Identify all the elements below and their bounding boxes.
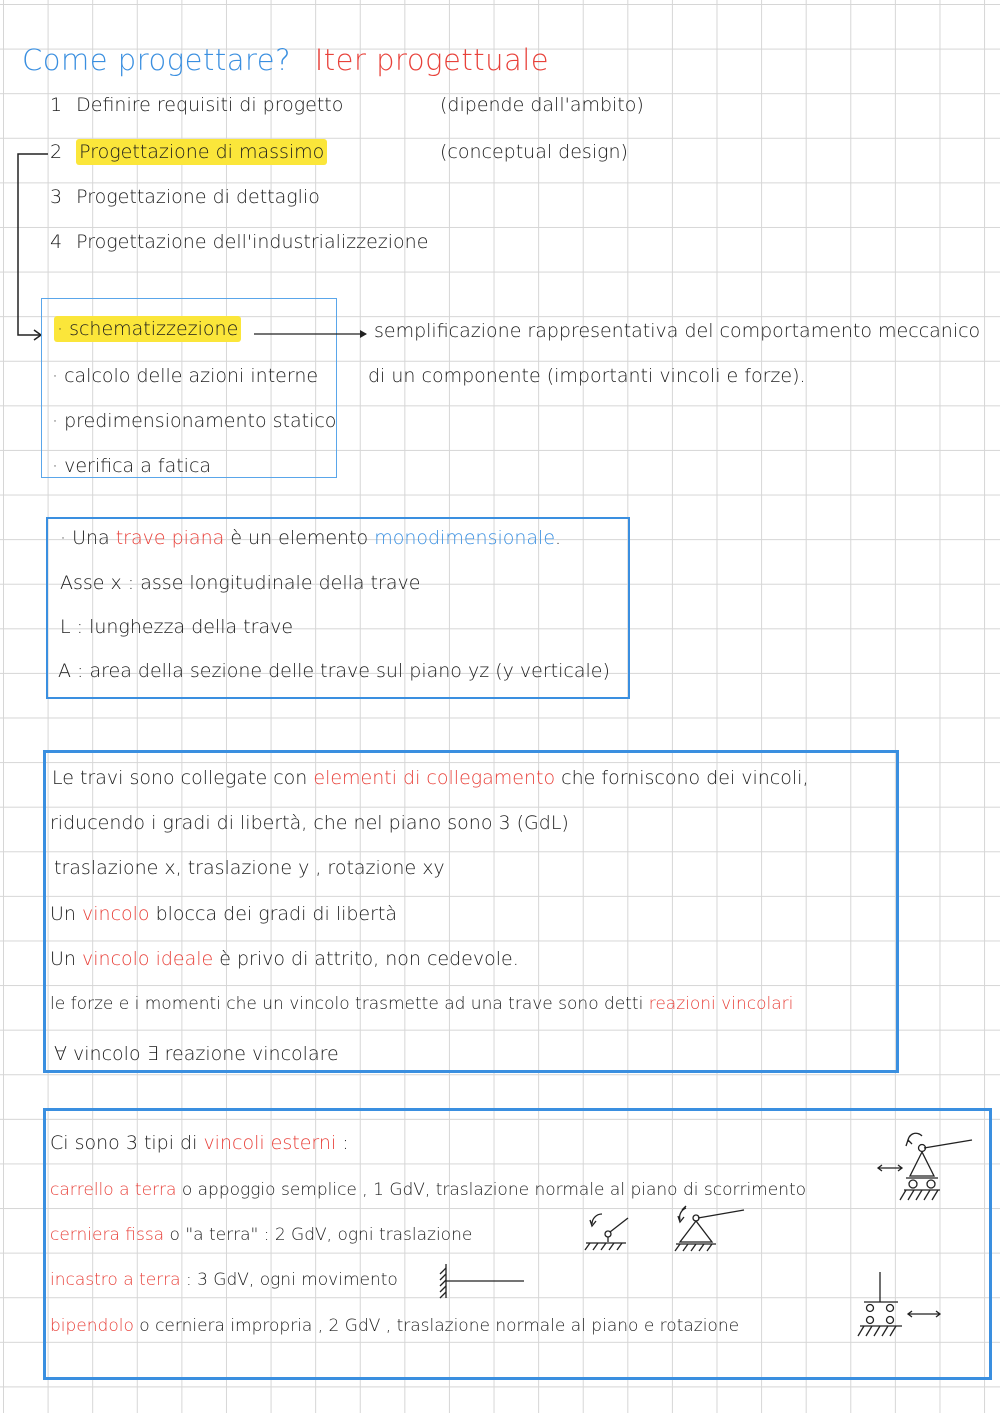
external-line-carrello bbox=[50, 1182, 806, 1199]
step-2-note: (conceptual design) bbox=[440, 141, 628, 163]
text: che forniscono dei vincoli, bbox=[561, 767, 809, 789]
term-incastro: incastro a terra bbox=[50, 1270, 181, 1290]
right-arrow-icon bbox=[254, 328, 374, 340]
text: blocca dei gradi di libertà bbox=[155, 903, 398, 925]
term-bipendolo: bipendolo bbox=[50, 1316, 134, 1336]
constraints-line-1 bbox=[52, 769, 808, 788]
text: Le travi sono collegate con bbox=[52, 767, 308, 789]
step-number: 1 bbox=[50, 94, 63, 116]
hinge-fixed-icon bbox=[582, 1210, 642, 1260]
term-carrello: carrello a terra bbox=[50, 1180, 177, 1200]
constraints-line-3: traslazione x, traslazione y , rotazione xy bbox=[54, 857, 445, 879]
term-vincolo-ideale: vincolo ideale bbox=[82, 948, 214, 970]
term-monodimensionale: monodimensionale bbox=[374, 527, 556, 549]
text: è un elemento bbox=[230, 527, 369, 549]
constraints-line-5 bbox=[50, 950, 519, 969]
text: : 3 GdV, ogni movimento bbox=[185, 1270, 398, 1290]
title-part-2: Iter progettuale bbox=[314, 43, 550, 77]
term-vincoli-esterni: vincoli esterni bbox=[203, 1132, 337, 1154]
term-elementi-collegamento: elementi di collegamento bbox=[313, 767, 556, 789]
step-label: Definire requisiti di progetto bbox=[76, 94, 344, 116]
roller-support-icon bbox=[876, 1128, 976, 1208]
phase-static-sizing: · predimensionamento statico bbox=[52, 410, 337, 432]
step-label-highlighted: Progettazione di massimo bbox=[76, 139, 327, 165]
external-line-bipendolo bbox=[50, 1318, 739, 1335]
external-line-1 bbox=[50, 1134, 349, 1153]
constraints-line-6 bbox=[50, 996, 793, 1013]
text: · Una bbox=[60, 527, 110, 549]
constraints-line-7: ∀ vincolo ∃ reazione vincolare bbox=[54, 1043, 339, 1065]
beam-line-3: L : lunghezza della trave bbox=[60, 616, 294, 638]
text: Un bbox=[50, 903, 76, 925]
step-2 bbox=[50, 143, 327, 162]
schematization-definition-2: di un componente (importanti vincoli e forze). bbox=[368, 365, 806, 387]
text: è privo di attrito, non cedevole. bbox=[219, 948, 519, 970]
double-pendulum-icon bbox=[848, 1270, 948, 1350]
constraints-line-4 bbox=[50, 905, 397, 924]
term-vincolo: vincolo bbox=[82, 903, 150, 925]
phase-label-highlighted: · schematizzezione bbox=[54, 316, 241, 342]
step-4 bbox=[50, 233, 428, 252]
text: le forze e i momenti che un vincolo trasmette ad una trave sono detti bbox=[50, 994, 644, 1014]
hinge-ground-icon bbox=[672, 1202, 752, 1252]
clamp-support-icon bbox=[432, 1262, 532, 1302]
text: Un bbox=[50, 948, 76, 970]
text: Ci sono 3 tipi di bbox=[50, 1132, 198, 1154]
step-number: 3 bbox=[50, 186, 63, 208]
term-cerniera-fissa: cerniera fissa bbox=[50, 1225, 165, 1245]
beam-line-1 bbox=[60, 529, 561, 548]
phase-internal-actions: · calcolo delle azioni interne bbox=[52, 365, 319, 387]
external-line-incastro bbox=[50, 1272, 398, 1289]
step-1 bbox=[50, 96, 343, 115]
beam-line-2: Asse x : asse longitudinale della trave bbox=[60, 572, 421, 594]
phase-schematization bbox=[54, 320, 241, 339]
constraints-line-2: riducendo i gradi di libertà, che nel piano sono 3 (GdL) bbox=[50, 812, 569, 834]
term-trave-piana: trave piana bbox=[115, 527, 225, 549]
phase-fatigue-check: · verifica a fatica bbox=[52, 455, 212, 477]
step-1-note: (dipende dall'ambito) bbox=[440, 94, 644, 116]
text: . bbox=[555, 527, 562, 549]
step-number: 4 bbox=[50, 231, 63, 253]
text: o cerniera impropria , 2 GdV , traslazione normale al piano e rotazione bbox=[139, 1316, 740, 1336]
text: : bbox=[342, 1132, 349, 1154]
step-number: 2 bbox=[50, 141, 63, 163]
external-line-cerniera bbox=[50, 1227, 472, 1244]
title-part-1: Come progettare? bbox=[22, 43, 292, 77]
term-reazioni-vincolari: reazioni vincolari bbox=[648, 994, 794, 1014]
schematization-definition-1: semplificazione rappresentativa del comportamento meccanico bbox=[374, 320, 981, 342]
page-title bbox=[22, 43, 550, 77]
step-3 bbox=[50, 188, 320, 207]
text: o "a terra" : 2 GdV, ogni traslazione bbox=[169, 1225, 473, 1245]
text: o appoggio semplice , 1 GdV, traslazione normale al piano di scorrimento bbox=[181, 1180, 807, 1200]
step-label: Progettazione dell'industrializzezione bbox=[76, 231, 429, 253]
beam-line-4: A : area della sezione delle trave sul piano yz (y verticale) bbox=[58, 660, 610, 682]
step-label: Progettazione di dettaglio bbox=[76, 186, 320, 208]
